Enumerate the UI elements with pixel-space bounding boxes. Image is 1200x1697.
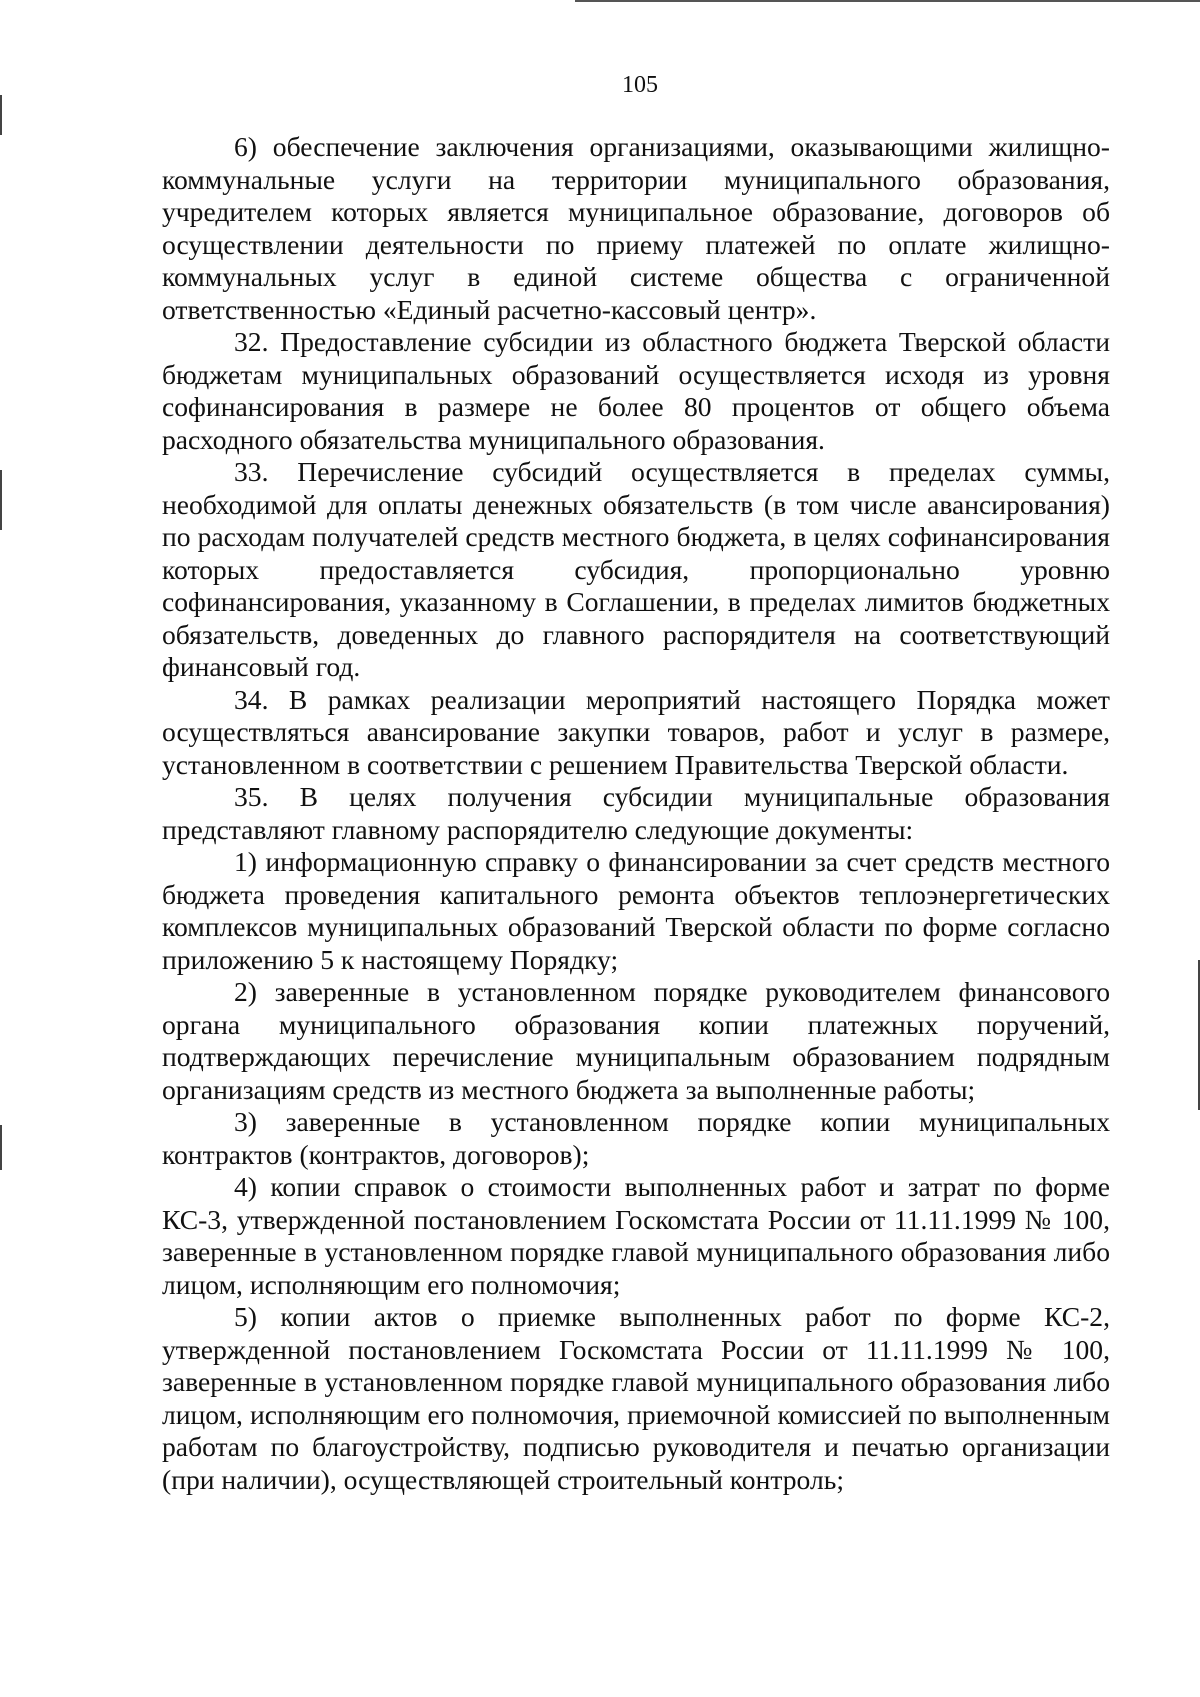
paragraph-item-5: 5) копии актов о приемке выполненных работ по форме КС-2, утвержденной постановлением Госкомстата России от 11.11.1999 № 100, заверенные в установленном порядке главой муниципального образования либо лицом, исполняющим его полномочия, приемочной комиссией по выполненным работам по благоустройству, подписью руководителя и печатью организации (при наличии), осуществляющей строительный контроль;: [162, 1301, 1110, 1495]
paragraph-clause-34: 34. В рамках реализации мероприятий настоящего Порядка может осуществляться авансирование закупки товаров, работ и услуг в размере, установленном в соответствии с решением Правительства Тверской области.: [162, 683, 1110, 780]
scan-edge-mark: [0, 470, 2, 530]
paragraph-clause-32: 32. Предоставление субсидии из областного бюджета Тверской области бюджетам муниципальных образований осуществляется исходя из уровня софинансирования в размере не более 80 процентов от общего объема расходного обязательства муниципального образования.: [162, 326, 1110, 455]
paragraph-item-3: 3) заверенные в установленном порядке копии муниципальных контрактов (контрактов, договоров);: [162, 1106, 1110, 1170]
paragraph-item-1: 1) информационную справку о финансировании за счет средств местного бюджета проведения капитального ремонта объектов теплоэнергетических комплексов муниципальных образований Тверской области по форме согласно приложению 5 к настоящему Порядку;: [162, 846, 1110, 975]
page-number: 105: [622, 72, 658, 98]
scan-edge-line: [575, 0, 1200, 2]
document-body: [162, 131, 1110, 1496]
paragraph-item-6: 6) обеспечение заключения организациями, оказывающими жилищно-коммунальные услуги на территории муниципального образования, учредителем которых является муниципальное образование, договоров об осуществлении деятельности по приему платежей по оплате жилищно-коммунальных услуг в единой системе общества с ограниченной ответственностью «Единый расчетно-кассовый центр».: [162, 131, 1110, 325]
scan-edge-mark: [0, 95, 2, 135]
paragraph-item-2: 2) заверенные в установленном порядке руководителем финансового органа муниципального образования копии платежных поручений, подтверждающих перечисление муниципальным образованием подрядным организациям средств из местного бюджета за выполненные работы;: [162, 976, 1110, 1105]
paragraph-clause-35: 35. В целях получения субсидии муниципальные образования представляют главному распорядителю следующие документы:: [162, 781, 1110, 845]
scan-edge-mark: [0, 1125, 2, 1170]
paragraph-clause-33: 33. Перечисление субсидий осуществляется в пределах суммы, необходимой для оплаты денежных обязательств (в том числе авансирования) по расходам получателей средств местного бюджета, в целях софинансирования которых предоставляется субсидия, пропорционально уровню софинансирования, указанному в Соглашении, в пределах лимитов бюджетных обязательств, доведенных до главного распорядителя на соответствующий финансовый год.: [162, 456, 1110, 682]
paragraph-item-4: 4) копии справок о стоимости выполненных работ и затрат по форме КС-3, утвержденной постановлением Госкомстата России от 11.11.1999 № 100, заверенные в установленном порядке главой муниципального образования либо лицом, исполняющим его полномочия;: [162, 1171, 1110, 1300]
